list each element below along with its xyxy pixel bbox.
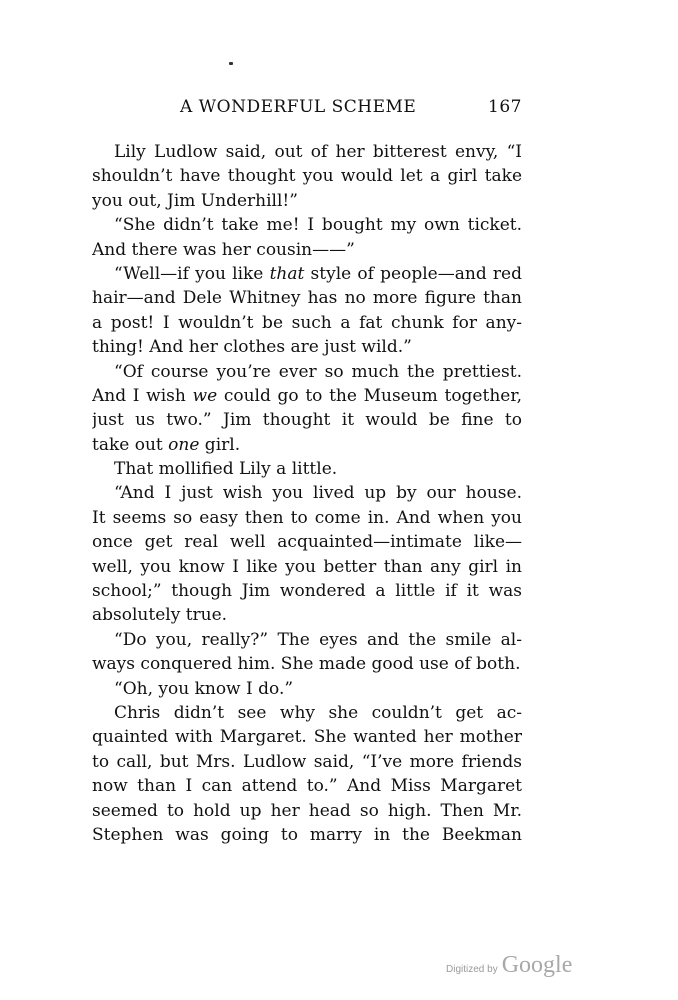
text-line	[92, 701, 522, 725]
text-run: girl.	[199, 434, 241, 455]
text-run: “And I just wish you lived up by our house.	[114, 483, 522, 504]
text-line	[92, 603, 522, 627]
text-run: once get real well acquainted—intimate like—	[92, 532, 522, 553]
text-run: school;” though Jim wondered a little if it was	[92, 581, 522, 602]
text-line	[92, 628, 522, 652]
text-line	[92, 262, 522, 286]
text-run: absolutely true.	[92, 605, 228, 626]
text-run: to call, but Mrs. Ludlow said, “I’ve more friends	[92, 751, 522, 772]
emphasized-word: we	[192, 385, 218, 406]
text-line	[92, 311, 522, 335]
digitization-watermark	[446, 952, 572, 982]
text-run: now than I can attend to.” And Miss Margaret	[92, 776, 522, 797]
text-run: And I wish	[92, 385, 193, 406]
text-run: ways conquered him. She made good use of both.	[92, 654, 521, 675]
text-line	[92, 555, 522, 579]
text-line	[92, 164, 522, 188]
text-line	[92, 579, 522, 603]
text-line	[92, 360, 522, 384]
text-line	[92, 433, 522, 457]
text-run: hair—and Dele Whitney has no more figure than	[92, 288, 522, 309]
text-line	[92, 799, 522, 823]
text-run: shouldn’t have thought you would let a girl take	[92, 166, 522, 187]
text-run: just us two.” Jim thought it would be fine to	[92, 410, 522, 431]
text-line	[92, 750, 522, 774]
text-run: Stephen was going to marry in the Beekman	[92, 824, 522, 845]
text-run: Chris didn’t see why she couldn’t get ac-	[114, 702, 522, 723]
text-line	[92, 481, 522, 505]
text-run: well, you know I like you better than any girl in	[92, 556, 522, 577]
text-run: a post! I wouldn’t be such a fat chunk for any-	[92, 312, 522, 333]
text-line	[92, 286, 522, 310]
text-line	[92, 384, 522, 408]
text-line	[92, 140, 522, 164]
text-run: It seems so easy then to come in. And when you	[92, 507, 522, 528]
text-run: could go to the Museum together,	[217, 385, 522, 406]
text-line	[92, 823, 522, 847]
text-line	[92, 408, 522, 432]
text-run: you out, Jim Underhill!”	[92, 190, 298, 211]
google-logo: Google	[501, 952, 573, 978]
text-run: take out	[92, 434, 169, 455]
text-run: “Well—if you like	[114, 263, 270, 284]
text-run: style of people—and red	[304, 263, 522, 284]
text-run: “Oh, you know I do.”	[114, 678, 294, 699]
text-line	[92, 335, 522, 359]
body-text	[92, 140, 522, 847]
text-line	[92, 652, 522, 676]
emphasized-word: one	[168, 434, 200, 455]
text-run: “She didn’t take me! I bought my own ticket.	[114, 215, 522, 236]
text-line	[92, 213, 522, 237]
text-run: Lily Ludlow said, out of her bitterest envy, “I	[114, 142, 522, 162]
text-line	[92, 530, 522, 554]
ink-speck	[229, 62, 233, 65]
text-line	[92, 189, 522, 213]
text-line	[92, 725, 522, 749]
text-line	[92, 457, 522, 481]
text-run: quainted with Margaret. She wanted her mother	[92, 727, 522, 748]
text-line	[92, 677, 522, 701]
emphasized-word: that	[269, 263, 305, 284]
text-run: And there was her cousin——”	[92, 239, 355, 260]
watermark-prefix: Digitized by	[446, 964, 498, 975]
text-run: That mollified Lily a little.	[114, 459, 338, 480]
running-title: A WONDERFUL SCHEME	[180, 97, 417, 117]
text-run: “Of course you’re ever so much the prettiest.	[114, 361, 522, 382]
text-run: seemed to hold up her head so high. Then Mr.	[92, 800, 522, 821]
page-number: 167	[488, 97, 522, 117]
text-line	[92, 238, 522, 262]
page-header	[92, 97, 522, 123]
text-run: thing! And her clothes are just wild.”	[92, 337, 412, 358]
text-line	[92, 774, 522, 798]
text-line	[92, 506, 522, 530]
text-run: “Do you, really?” The eyes and the smile al-	[114, 629, 522, 650]
